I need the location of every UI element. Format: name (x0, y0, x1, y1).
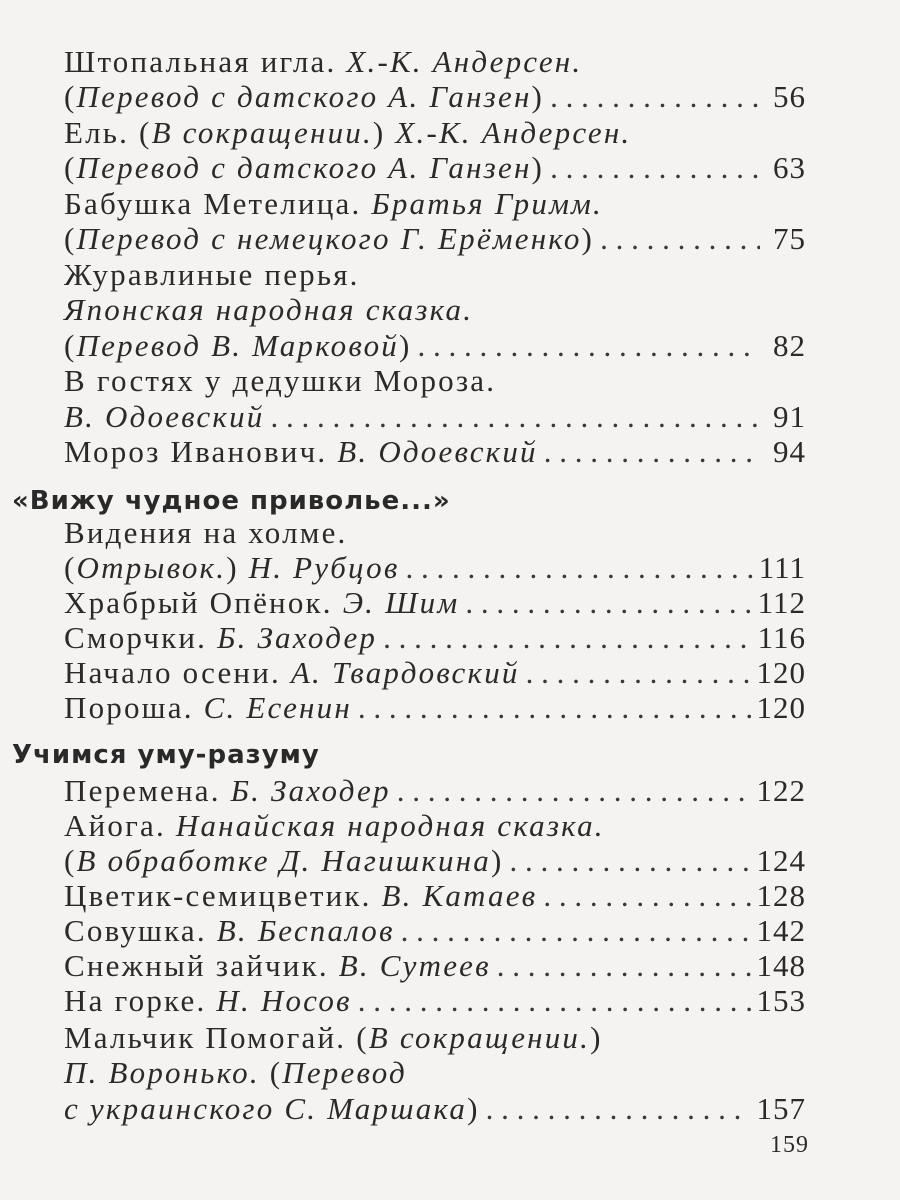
entry-title: Штопальная игла. (64, 44, 347, 79)
entry-author: Н. Рубцов (248, 550, 400, 585)
entry-author: П. Воронько. (64, 1055, 260, 1090)
entry-paren: ) (491, 843, 504, 878)
entry-title: Перемена. (64, 773, 231, 808)
toc-line (64, 913, 806, 949)
entry-page: 94 (773, 434, 806, 469)
entry-page: 111 (758, 550, 806, 585)
leader-dots (526, 655, 751, 691)
entry-page: 122 (756, 773, 806, 808)
toc-line (64, 328, 806, 364)
leader-dots (550, 79, 760, 115)
toc-line (64, 515, 806, 551)
entry-page: 63 (773, 150, 806, 185)
entry-page: 82 (773, 328, 806, 363)
toc-line (64, 550, 806, 586)
leader-dots (358, 690, 751, 726)
leader-dots (543, 878, 750, 914)
entry-title: Пороша. (64, 690, 204, 725)
entry-note: В сокращении. (151, 115, 373, 150)
toc-line (64, 878, 806, 914)
entry-author: С. Есенин (203, 690, 352, 725)
entry-note: В обработке Д. Нагишкина (76, 843, 491, 878)
toc-line (64, 292, 806, 328)
section-heading: «Вижу чудное приволье...» (12, 486, 451, 516)
entry-author: В. Беспалов (216, 913, 395, 948)
entry-page: 120 (756, 690, 806, 725)
toc-line (64, 257, 806, 293)
toc-line (64, 948, 806, 984)
entry-title: Храбрый Опёнок. (64, 585, 343, 620)
entry-title: Видения на холме. (64, 515, 348, 550)
entry-title: Мальчик Помогай. ( (64, 1020, 369, 1055)
entry-paren: ) (399, 328, 412, 363)
toc-line (64, 773, 806, 809)
entry-author: В. Одоевский (337, 434, 538, 469)
entry-page: 142 (756, 913, 806, 948)
toc-line (64, 808, 806, 844)
entry-author: Х.-К. Андерсен. (395, 115, 632, 150)
toc-line (64, 399, 806, 435)
leader-dots (358, 983, 751, 1019)
entry-note: В сокращении. (368, 1020, 591, 1055)
section-heading: Учимся уму-разуму (12, 740, 320, 770)
leader-dots (397, 773, 751, 809)
entry-author: В. Сутеев (338, 948, 491, 983)
entry-title: В гостях у дедушки Мороза. (64, 363, 497, 398)
page-number: 159 (770, 1132, 809, 1158)
leader-dots (401, 913, 751, 949)
leader-dots (383, 620, 752, 656)
entry-title: Мороз Иванович. (64, 434, 338, 469)
leader-dots (486, 1091, 751, 1127)
entry-title: Бабушка Метелица. (64, 186, 372, 221)
toc-line (64, 585, 806, 621)
toc-line (64, 44, 806, 80)
entry-author: А. Твардовский (290, 655, 520, 690)
entry-author: Японская народная сказка. (64, 292, 474, 327)
toc-line (64, 843, 806, 879)
toc-line (64, 690, 806, 726)
entry-title: Журавлиные перья. (64, 257, 360, 292)
entry-note: с украинского С. Маршака (64, 1091, 468, 1126)
leader-dots (418, 328, 760, 364)
leader-dots (406, 550, 753, 586)
entry-author: Братья Гримм. (371, 186, 603, 221)
entry-page: 112 (757, 585, 806, 620)
entry-title: Цветик-семицветик. (64, 878, 382, 913)
entry-paren: ) (581, 221, 595, 256)
entry-paren: ( (64, 150, 77, 185)
toc-line (64, 655, 806, 691)
entry-note: Перевод с немецкого Г. Ерёменко (76, 221, 582, 256)
entry-page: 116 (757, 620, 806, 655)
toc-line (64, 186, 806, 222)
entry-note: Перевод с датского А. Ганзен (76, 150, 532, 185)
entry-title: Айога. (64, 808, 176, 843)
toc-line (64, 983, 806, 1019)
entry-note: Перевод В. Марковой (76, 328, 399, 363)
entry-paren: ( (64, 328, 77, 363)
entry-paren: ( (64, 550, 77, 585)
entry-author: Н. Носов (216, 983, 352, 1018)
leader-dots (600, 221, 760, 257)
leader-dots (550, 150, 760, 186)
entry-paren: ) (467, 1091, 480, 1126)
entry-page: 124 (756, 843, 806, 878)
entry-author: В. Катаев (381, 878, 538, 913)
toc-line (64, 150, 806, 186)
entry-page: 153 (756, 983, 806, 1018)
entry-paren: ) (372, 115, 396, 150)
entry-author: Э. Шим (342, 585, 460, 620)
entry-title: Совушка. (64, 913, 217, 948)
entry-author: Б. Заходер (217, 620, 378, 655)
leader-dots (544, 434, 760, 470)
toc-line (64, 620, 806, 656)
entry-author: Нанайская народная сказка. (175, 808, 605, 843)
entry-note: Отрывок. (76, 550, 227, 585)
toc-line (64, 1055, 806, 1091)
entry-author: Б. Заходер (230, 773, 391, 808)
toc-line (64, 363, 806, 399)
toc-line (64, 115, 806, 151)
entry-note: Перевод (282, 1055, 407, 1090)
entry-note: Перевод с датского А. Ганзен (76, 79, 532, 114)
entry-author: Х.-К. Андерсен. (346, 44, 583, 79)
leader-dots (510, 843, 751, 879)
entry-title: Ель. ( (64, 115, 152, 150)
entry-paren: ) (226, 550, 249, 585)
entry-page: 75 (773, 221, 806, 256)
entry-title: Сморчки. (64, 620, 218, 655)
entry-paren: ) (531, 150, 545, 185)
entry-author: В. Одоевский (64, 399, 265, 434)
entry-paren: ) (531, 79, 545, 114)
toc-line (64, 434, 806, 470)
entry-title: Начало осени. (64, 655, 291, 690)
leader-dots (465, 585, 751, 621)
entry-page: 56 (773, 79, 806, 114)
entry-title: Снежный зайчик. (64, 948, 339, 983)
toc-line (64, 1091, 806, 1127)
entry-paren: ( (64, 843, 77, 878)
entry-page: 91 (773, 399, 806, 434)
toc-line (64, 79, 806, 115)
leader-dots (497, 948, 751, 984)
toc-line (64, 221, 806, 257)
entry-page: 157 (756, 1091, 806, 1126)
toc-line (64, 1020, 806, 1056)
entry-paren: ( (64, 221, 77, 256)
leader-dots (270, 399, 760, 435)
entry-paren: ( (64, 79, 77, 114)
entry-page: 128 (756, 878, 806, 913)
entry-title: На горке. (64, 983, 217, 1018)
entry-paren: ) (590, 1020, 603, 1055)
entry-paren: ( (259, 1055, 283, 1090)
entry-page: 120 (756, 655, 806, 690)
entry-page: 148 (756, 948, 806, 983)
